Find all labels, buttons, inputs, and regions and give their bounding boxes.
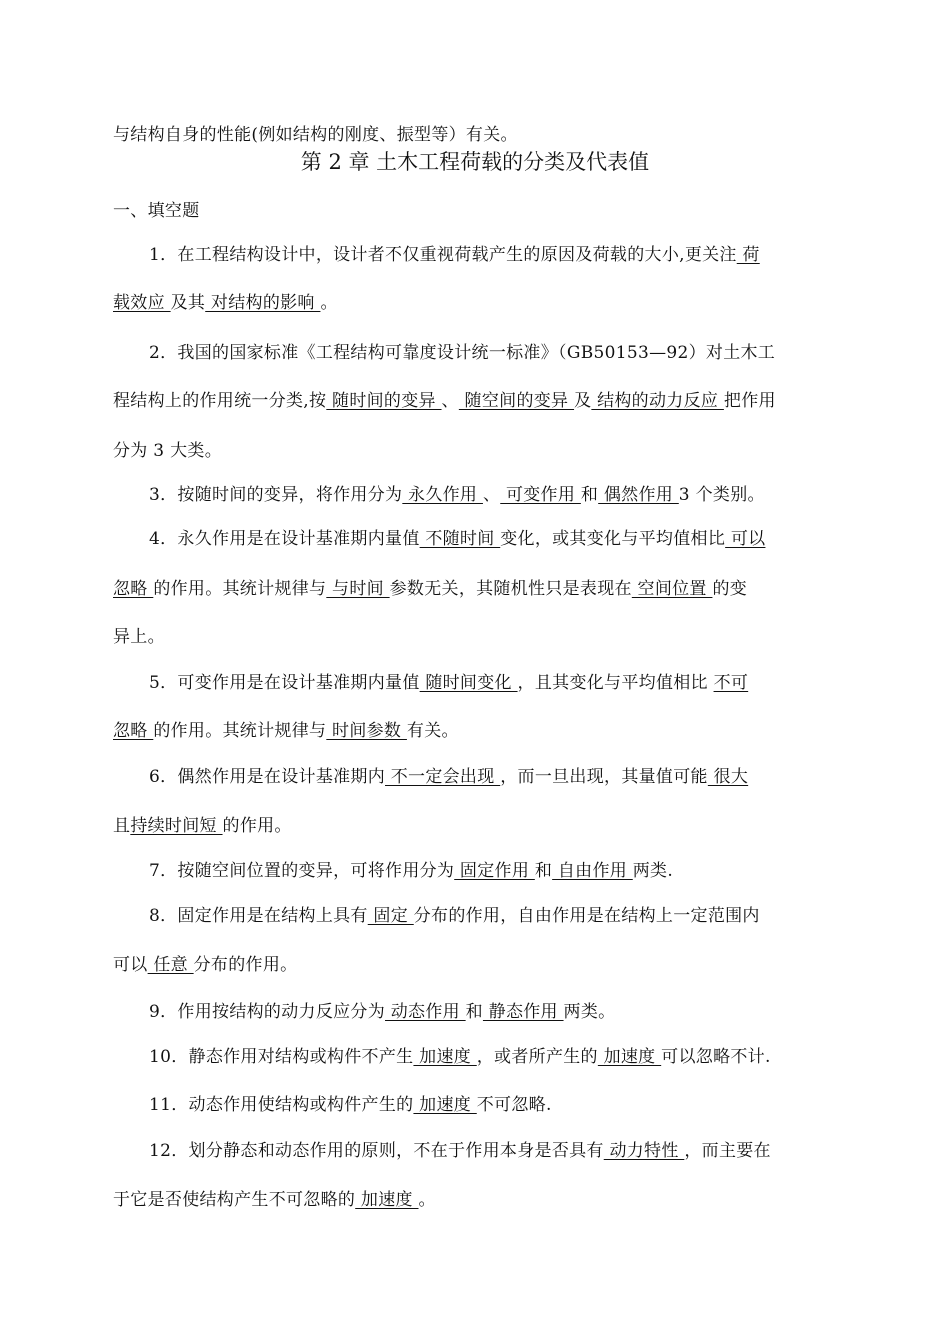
text-line: [113, 390, 776, 412]
answer-blank: 不随时间: [419, 529, 501, 549]
text-segment: 12．划分静态和动态作用的原则，不在于作用本身是否具有: [149, 1141, 604, 1161]
answer-blank: 动态作用: [385, 1002, 466, 1022]
answer-blank: 不一定会出现: [385, 767, 501, 787]
text-segment: 于它是否使结构产生不可忽略的: [113, 1190, 356, 1210]
answer-blank: 荷: [736, 245, 760, 265]
answer-blank: 对结构的影响: [205, 293, 321, 313]
text-line: [149, 1094, 552, 1116]
answer-blank: 结构的动力反应: [591, 391, 724, 411]
answer-blank: 加速度: [597, 1047, 662, 1067]
text-segment: 不可忽略.: [476, 1095, 552, 1115]
text-line: [149, 905, 760, 927]
text-segment: 和: [580, 485, 599, 505]
text-line: [149, 672, 748, 694]
text-segment: 、: [482, 485, 501, 505]
text-line: [113, 292, 338, 314]
answer-blank: 随时间变化: [419, 673, 518, 693]
answer-blank: 可变作用: [500, 485, 581, 505]
answer-blank: 加速度: [355, 1190, 419, 1210]
text-segment: 、: [441, 391, 459, 411]
text-line: [113, 815, 292, 837]
text-segment: 的作用。其统计规律与: [153, 721, 327, 741]
answer-blank: 可以: [725, 529, 766, 549]
answer-blank: 动力特性: [603, 1141, 685, 1161]
answer-blank: 时间参数: [326, 721, 407, 741]
text-segment: 。: [418, 1190, 436, 1210]
text-segment: 3．按随时间的变异，将作用分为: [149, 485, 403, 505]
text-segment: ，或者所产生的: [476, 1047, 598, 1067]
answer-blank: 载效应: [113, 293, 171, 313]
text-line: [149, 1140, 771, 1162]
answer-blank: 随空间的变异: [458, 391, 575, 411]
text-segment: 4．永久作用是在设计基准期内量值: [149, 529, 420, 549]
text-segment: 。: [320, 293, 338, 313]
answer-blank: 随时间的变异: [326, 391, 442, 411]
text-segment: 分布的作用。: [193, 955, 298, 975]
text-segment: 异上。: [113, 627, 165, 647]
text-line: [149, 766, 748, 788]
answer-blank: 固定: [367, 906, 414, 926]
text-line: [149, 528, 765, 550]
text-segment: 3 个类别。: [678, 485, 765, 505]
text-line: [113, 626, 165, 648]
text-segment: 的变: [712, 579, 748, 599]
text-line: [149, 860, 673, 882]
text-segment: 6．偶然作用是在设计基准期内: [149, 767, 386, 787]
text-segment: 变化，或其变化与平均值相比: [500, 529, 726, 549]
text-segment: 可以: [113, 955, 148, 975]
text-segment: 5．可变作用是在设计基准期内量值: [149, 673, 420, 693]
answer-blank: 很大: [707, 767, 749, 787]
text-segment: 参数无关，其随机性只是表现在: [389, 579, 632, 599]
text-line: [149, 1001, 615, 1023]
text-segment: 8．固定作用是在结构上具有: [149, 906, 368, 926]
answer-blank: 永久作用: [402, 485, 483, 505]
section-heading: 一、填空题: [113, 201, 200, 221]
answer-blank: 持续时间短: [130, 816, 223, 836]
answer-blank: 与时间: [326, 579, 390, 599]
text-segment: ，而一旦出现，其量值可能: [500, 767, 708, 787]
answer-blank: 偶然作用: [598, 485, 679, 505]
text-segment: 分布的作用，自由作用是在结构上一定范围内: [413, 906, 760, 926]
answer-blank: 忽略: [113, 721, 154, 741]
text-segment: 程结构上的作用统一分类,按: [113, 391, 327, 411]
text-segment: 及其: [170, 293, 206, 313]
text-segment: 和: [465, 1002, 483, 1022]
text-segment: 11．动态作用使结构或构件产生的: [149, 1095, 414, 1115]
answer-blank: 加速度: [413, 1047, 477, 1067]
answer-blank: 固定作用: [454, 861, 535, 881]
text-line: [113, 578, 747, 600]
text-segment: 的作用。其统计规律与: [153, 579, 327, 599]
text-segment: 的作用。: [222, 816, 292, 836]
text-line: [113, 440, 222, 462]
answer-blank: 空间位置: [631, 579, 713, 599]
text-segment: 把作用: [723, 391, 776, 411]
text-segment: 10．静态作用对结构或构件不产生: [149, 1047, 414, 1067]
text-segment: 1．在工程结构设计中，设计者不仅重视荷载产生的原因及荷载的大小,更关注: [149, 245, 737, 265]
text-line: [113, 720, 459, 742]
text-line: [113, 1189, 436, 1211]
answer-blank: 静态作用: [482, 1002, 564, 1022]
text-segment: 两类.: [632, 861, 674, 881]
text-segment: 有关。: [406, 721, 459, 741]
chapter-title: 第 2 章 土木工程荷载的分类及代表值: [300, 150, 650, 174]
answer-blank: 加速度: [413, 1095, 477, 1115]
text-segment: 可以忽略不计.: [661, 1047, 771, 1067]
text-segment: 2．我国的国家标准《工程结构可靠度设计统一标准》（GB50153—92）对土木工: [149, 343, 776, 363]
text-segment: 7．按随空间位置的变异，可将作用分为: [149, 861, 455, 881]
answer-blank: 自由作用: [552, 861, 633, 881]
text-segment: ，而主要在: [684, 1141, 771, 1161]
text-line: [149, 244, 760, 266]
text-segment: 分为 3 大类。: [113, 441, 223, 461]
text-line: [149, 484, 765, 506]
text-segment: 且: [113, 816, 131, 836]
text-segment: 和: [534, 861, 553, 881]
text-line: [149, 342, 775, 364]
answer-blank: 忽略: [113, 579, 154, 599]
text-segment: ，且其变化与平均值相比: [517, 673, 714, 693]
answer-blank: 任意: [147, 955, 194, 975]
answer-blank: 不可: [713, 673, 749, 693]
text-segment: 及: [574, 391, 592, 411]
intro-text: 与结构自身的性能(例如结构的刚度、振型等）有关。: [113, 125, 518, 145]
text-line: [113, 954, 297, 976]
text-segment: 两类。: [563, 1002, 616, 1022]
text-line: [149, 1046, 771, 1068]
text-segment: 9．作用按结构的动力反应分为: [149, 1002, 386, 1022]
